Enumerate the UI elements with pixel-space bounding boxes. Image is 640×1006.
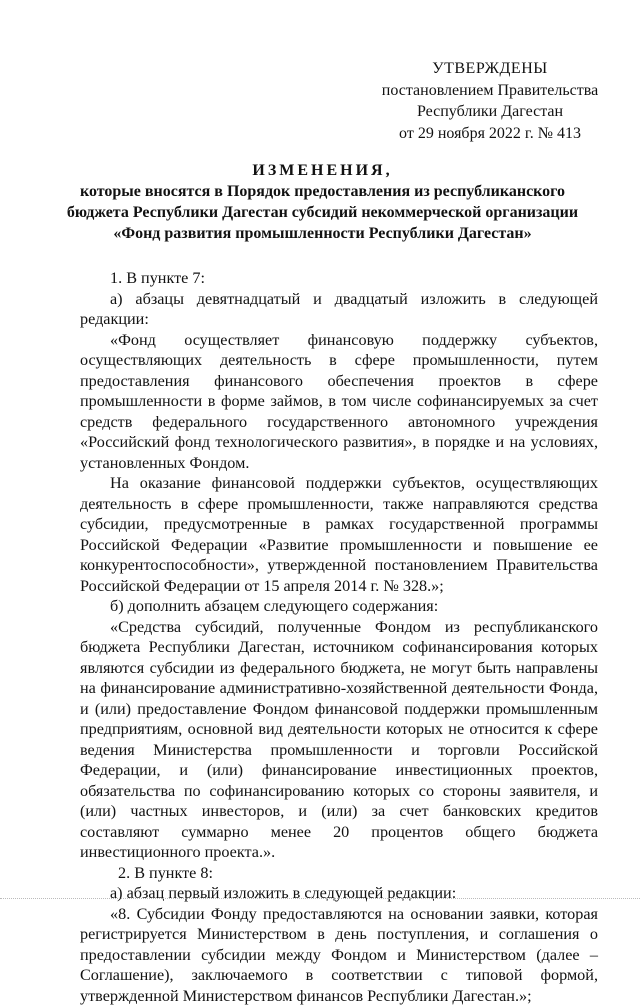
paragraph-quote: На оказание финансовой поддержки субъектов, осуществляющих деятельность в сфере промышленности, также направляются средства субсидии, предусмотренные в рамках государственной программы Российской Федерации «Развитие промышленности и повышение ее конкурентоспособности», утвержденной постановлением Правительства Российской Федерации от 15 апреля 2014 г. № 328.»; [80, 473, 598, 596]
paragraph-quote: «Фонд осуществляет финансовую поддержку субъектов, осуществляющих деятельность в сфере промышленности, путем предоставления финансового обеспечения проектов в сфере промышленности в форме займов, в том числе софинансируемых за счет средств федерального государственного автономного учреждения «Российский фонд технологического развития», в порядке и на условиях, установленных Фондом. [80, 330, 598, 474]
scan-edge [0, 898, 640, 902]
approval-date: от 29 ноября 2022 г. № 413 [370, 123, 610, 145]
document-body [80, 268, 598, 1006]
approval-line: постановлением Правительства [370, 80, 610, 102]
title-line: которые вносятся в Порядок предоставления из республиканского [60, 181, 585, 202]
paragraph-item-1: 1. В пункте 7: [80, 268, 598, 289]
paragraph-quote: «8. Субсидии Фонду предоставляются на основании заявки, которая регистрируется Министерством в день поступления, и соглашения о предоставлении субсидии между Фондом и Министерством (далее – Соглашение), заключаемого в соответствии с типовой формой, утвержденной Министерством финансов Республики Дагестан.»; [80, 904, 598, 1006]
title-caps: ИЗМЕНЕНИЯ, [60, 160, 585, 181]
document-title [60, 160, 585, 244]
paragraph-sub-b: б) дополнить абзацем следующего содержания: [80, 596, 598, 617]
title-line: «Фонд развития промышленности Республики Дагестан» [60, 223, 585, 244]
paragraph-item-2: 2. В пункте 8: [80, 863, 598, 884]
paragraph-sub-a: а) абзацы девятнадцатый и двадцатый изложить в следующей редакции: [80, 289, 598, 330]
approval-heading: УТВЕРЖДЕНЫ [370, 58, 610, 80]
title-line: бюджета Республики Дагестан субсидий некоммерческой организации [60, 202, 585, 223]
paragraph-sub-a: а) абзац первый изложить в следующей редакции: [80, 883, 598, 904]
approval-line: Республики Дагестан [370, 101, 610, 123]
approval-block [370, 58, 610, 144]
paragraph-quote: «Средства субсидий, полученные Фондом из республиканского бюджета Республики Дагестан, источником софинансирования которых являются субсидии из федерального бюджета, не могут быть направлены на финансирование административно-хозяйственной деятельности Фонда, и (или) предоставление Фондом финансовой поддержки промышленным предприятиям, основной вид деятельности которых не относится к сфере ведения Министерства промышленности и торговли Российской Федерации, и (или) финансирование инвестиционных проектов, обязательства по софинансированию которых со стороны заявителя, и (или) частных инвесторов, и (или) за счет банковских кредитов составляют суммарно менее 20 процентов общего бюджета инвестиционного проекта.». [80, 617, 598, 863]
